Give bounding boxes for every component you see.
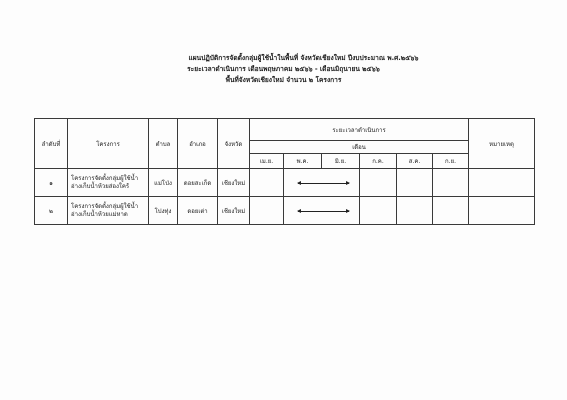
row-remark bbox=[469, 169, 535, 197]
header-area: พื้นที่จังหวัดเชียงใหม่ จำนวน ๒ โครงการ bbox=[225, 76, 342, 84]
row-project bbox=[68, 169, 149, 197]
month-header-jul: ก.ค. bbox=[360, 154, 397, 169]
row-subdistrict: โปงทุ่ง bbox=[149, 197, 178, 225]
row-province: เชียงใหม่ bbox=[218, 197, 250, 225]
col-header-period: ระยะเวลาดำเนินการ bbox=[250, 119, 469, 141]
month-header-aug: ส.ค. bbox=[397, 154, 433, 169]
row-project-line1: โครงการจัดตั้งกลุ่มผู้ใช้น้ำ bbox=[71, 202, 139, 210]
month-cell bbox=[397, 197, 433, 225]
action-plan-table bbox=[34, 118, 535, 225]
col-header-month: เดือน bbox=[250, 141, 469, 154]
row-district: ดอยสะเก็ด bbox=[178, 169, 218, 197]
table-row bbox=[35, 169, 535, 197]
month-header-jun: มิ.ย. bbox=[322, 154, 360, 169]
month-header-sep: ก.ย. bbox=[433, 154, 469, 169]
row-no: ๑ bbox=[35, 169, 68, 197]
header-period: ระยะเวลาดำเนินการ เดือนพฤษภาคม ๒๕๖๖ - เดือนมิถุนายน ๒๕๖๖ bbox=[187, 65, 380, 73]
col-header-province: จังหวัด bbox=[218, 119, 250, 169]
col-header-project: โครงการ bbox=[68, 119, 149, 169]
header-title: แผนปฏิบัติการจัดตั้งกลุ่มผู้ใช้น้ำในพื้นที่ จังหวัดเชียงใหม่ ปีงบประมาณ พ.ศ.๒๕๖๖ bbox=[188, 54, 419, 62]
row-project-line2: อ่างเก็บน้ำห้วยแม่หาด bbox=[71, 210, 128, 218]
month-cell bbox=[360, 169, 397, 197]
month-cell bbox=[433, 197, 469, 225]
col-header-remark: หมายเหตุ bbox=[469, 119, 535, 169]
col-header-district: อำเภอ bbox=[178, 119, 218, 169]
schedule-span-cell bbox=[284, 197, 360, 225]
row-province: เชียงใหม่ bbox=[218, 169, 250, 197]
schedule-span-cell bbox=[284, 169, 360, 197]
month-cell bbox=[250, 197, 284, 225]
month-header-may: พ.ค. bbox=[284, 154, 322, 169]
col-header-no: ลำดับที่ bbox=[35, 119, 68, 169]
month-cell bbox=[360, 197, 397, 225]
row-remark bbox=[469, 197, 535, 225]
month-cell bbox=[397, 169, 433, 197]
row-subdistrict: แม่โป่ง bbox=[149, 169, 178, 197]
row-project-line1: โครงการจัดตั้งกลุ่มผู้ใช้น้ำ bbox=[71, 174, 139, 182]
row-no: ๒ bbox=[35, 197, 68, 225]
month-cell bbox=[433, 169, 469, 197]
table-row bbox=[35, 197, 535, 225]
row-project bbox=[68, 197, 149, 225]
double-arrow-icon bbox=[298, 183, 349, 184]
row-project-line2: อ่างเก็บน้ำห้วยส่องใคร้ bbox=[71, 182, 130, 190]
month-header-apr: เม.ย. bbox=[250, 154, 284, 169]
double-arrow-icon bbox=[298, 211, 349, 212]
month-cell bbox=[250, 169, 284, 197]
col-header-subdistrict: ตำบล bbox=[149, 119, 178, 169]
table-header-row bbox=[35, 119, 535, 141]
row-district: ดอยเต่า bbox=[178, 197, 218, 225]
document-header bbox=[0, 53, 567, 86]
